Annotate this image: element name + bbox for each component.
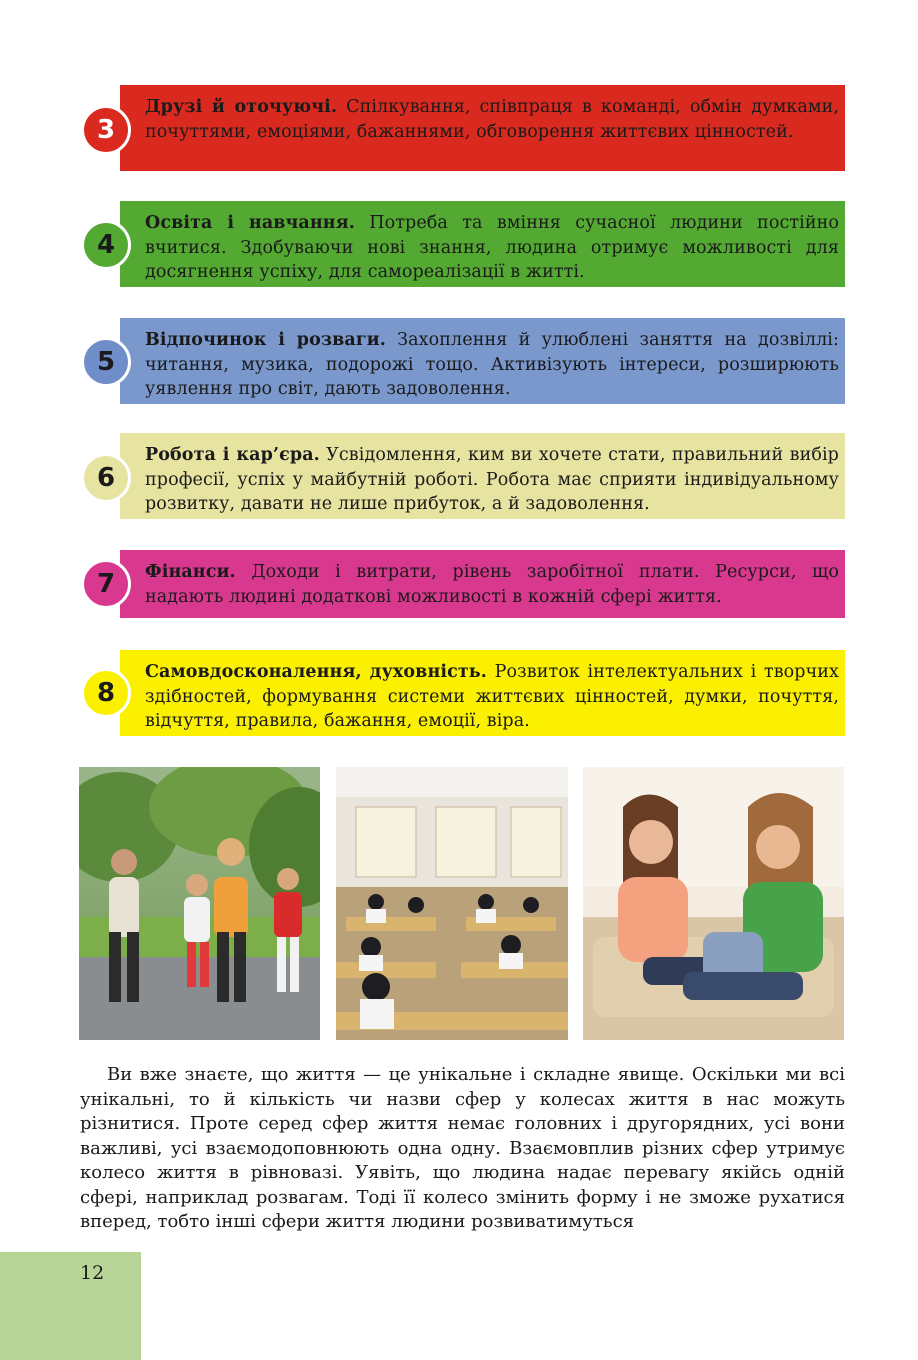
life-sphere-4 <box>120 201 845 287</box>
mother-daughter-talk-photo <box>583 767 844 1040</box>
life-sphere-6-text: Усвідомлення, ким ви хочете стати, правильний вибір професії, успіх у майбутній роботі. Робота має сприяти індивідуальному розвитку, давати не лише прибуток, а й задоволення. <box>145 445 839 514</box>
life-sphere-7-text: Доходи і витрати, рівень заробітної плати. Ресурси, що надають людині додаткові можливості в кожній сфері життя. <box>145 562 839 607</box>
number-badge-8: 8 <box>81 668 131 718</box>
body-paragraph: Ви вже знаєте, що життя — це унікальне і складне явище. Оскільки ми всі унікальні, то й кількість чи назви сфер у колесах життя в нас можуть різнитися. Проте серед сфер життя немає головних і другорядних, усі вони важливі, усі взаємодоповнюють одна одну. Взаємовплив різних сфер утримує колесо життя в рівновазі. Уявіть, що людина надає перевагу якійсь одній сфері, наприклад розвагам. Тоді її колесо змінить форму і не зможе рухатися вперед, тобто інші сфери життя людини розвиватимуться <box>80 1064 845 1232</box>
life-sphere-7 <box>120 550 845 618</box>
number-badge-5: 5 <box>81 337 131 387</box>
number-badge-3: 3 <box>81 105 131 155</box>
life-sphere-3 <box>120 85 845 171</box>
life-sphere-8-text: Розвиток інтелектуальних і творчих здібностей, формування системи життєвих цінностей, думки, почуття, відчуття, правила, бажання, емоції, віра. <box>145 662 839 731</box>
number-badge-6: 6 <box>81 453 131 503</box>
number-badge-4: 4 <box>81 220 131 270</box>
life-sphere-8 <box>120 650 845 736</box>
family-running-photo <box>79 767 320 1040</box>
life-sphere-6 <box>120 433 845 519</box>
life-sphere-4-title: Освіта і навчання. <box>145 213 355 233</box>
page-number-tab <box>0 1252 141 1360</box>
classroom-photo <box>336 767 568 1040</box>
number-badge-7: 7 <box>81 559 131 609</box>
life-sphere-8-title: Самовдосконалення, духовність. <box>145 662 487 682</box>
life-sphere-3-text: Спілкування, співпраця в команді, обмін думками, почуттями, емоціями, бажаннями, обговорення життєвих цінностей. <box>145 97 839 142</box>
life-sphere-5-title: Відпочинок і розваги. <box>145 330 386 350</box>
life-sphere-5-text: Захоплення й улюблені заняття на дозвіллі: читання, музика, подорожі тощо. Активізують інтереси, розширюють уявлення про світ, дають задоволення. <box>145 330 839 399</box>
life-sphere-6-title: Робота і кар’єра. <box>145 445 320 465</box>
page-number: 12 <box>80 1262 105 1284</box>
life-sphere-7-title: Фінанси. <box>145 562 236 582</box>
life-sphere-3-title: Друзі й оточуючі. <box>145 97 338 117</box>
life-sphere-5 <box>120 318 845 404</box>
life-sphere-4-text: Потреба та вміння сучасної людини постійно вчитися. Здобуваючи нові знання, людина отримує можливості для досягнення успіху, для самореалізації в житті. <box>145 213 839 282</box>
